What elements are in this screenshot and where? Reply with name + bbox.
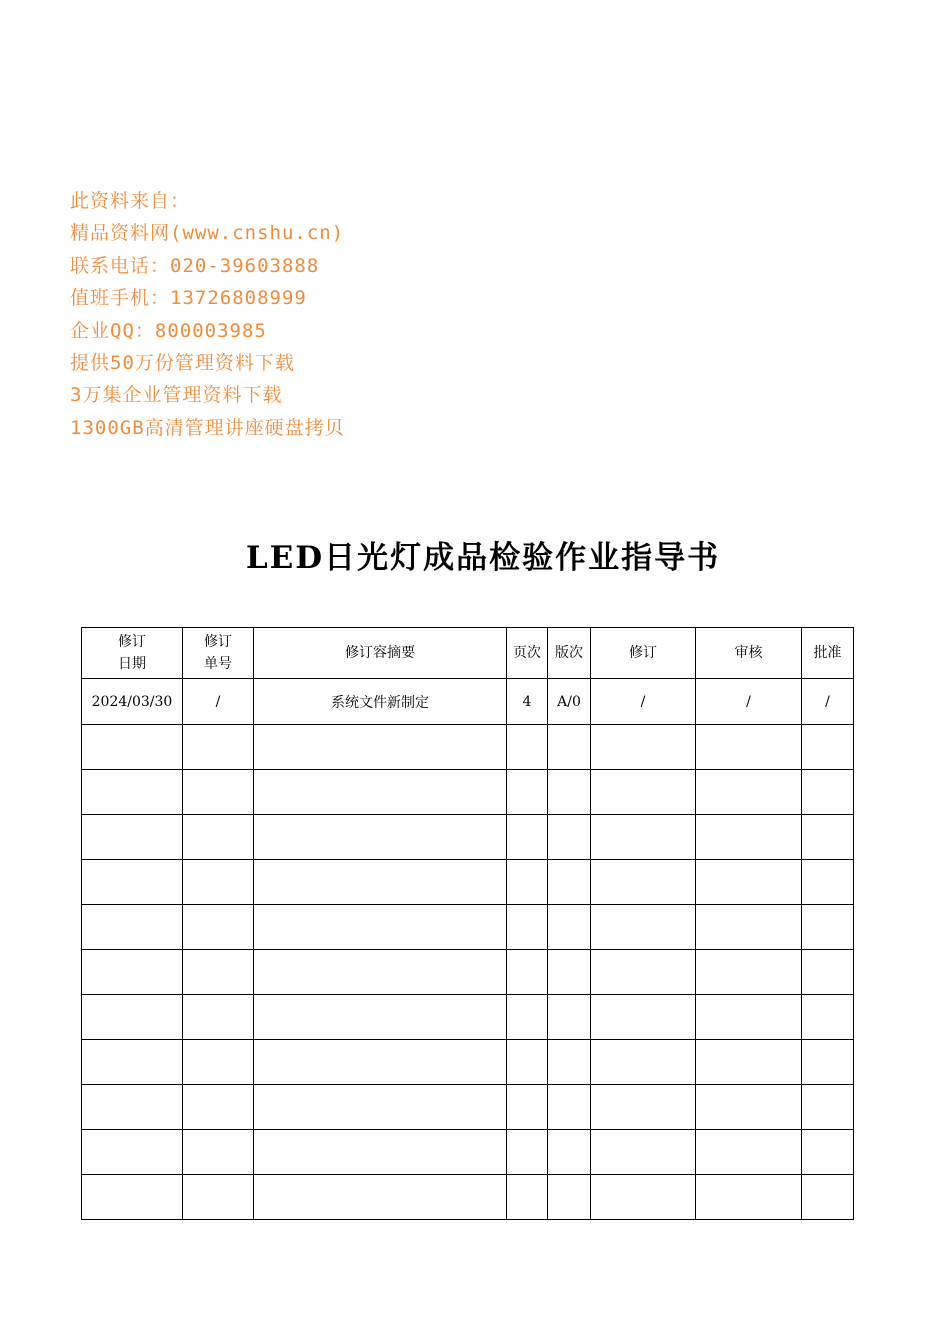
table-cell-review xyxy=(696,1040,802,1085)
table-cell-page xyxy=(507,815,548,860)
column-header-page xyxy=(507,628,548,679)
table-cell-approve xyxy=(802,950,854,995)
table-cell-version: A/0 xyxy=(548,679,591,725)
table-cell-date xyxy=(82,950,183,995)
column-header-date xyxy=(82,628,183,679)
table-cell-order xyxy=(183,1130,254,1175)
table-cell-version xyxy=(548,995,591,1040)
table-cell-order xyxy=(183,860,254,905)
column-header-label: 修订 xyxy=(629,645,657,661)
table-cell-review xyxy=(696,905,802,950)
table-cell-approve xyxy=(802,770,854,815)
table-cell-summary xyxy=(254,1040,507,1085)
promo-line: 3万集企业管理资料下载 xyxy=(70,384,283,407)
table-cell-revise xyxy=(591,905,696,950)
table-row xyxy=(82,950,854,995)
table-row xyxy=(82,1175,854,1220)
promo-line: 提供50万份管理资料下载 xyxy=(70,351,295,374)
table-cell-version xyxy=(548,725,591,770)
promo-line: 精品资料网(www.cnshu.cn) xyxy=(70,222,345,245)
table-row xyxy=(82,725,854,770)
table-cell-order xyxy=(183,1175,254,1220)
table-row xyxy=(82,905,854,950)
table-cell-order xyxy=(183,815,254,860)
table-cell-date xyxy=(82,860,183,905)
promo-line: 1300GB高清管理讲座硬盘拷贝 xyxy=(70,416,345,439)
table-cell-page xyxy=(507,995,548,1040)
table-row xyxy=(82,815,854,860)
promo-line: 值班手机：13726808999 xyxy=(70,287,307,310)
table-cell-version xyxy=(548,860,591,905)
table-cell-review xyxy=(696,950,802,995)
column-header-label: 批准 xyxy=(813,645,842,661)
table-cell-approve xyxy=(802,815,854,860)
table-cell-page xyxy=(507,860,548,905)
table-cell-summary xyxy=(254,860,507,905)
table-cell-summary xyxy=(254,770,507,815)
table-cell-review xyxy=(696,1130,802,1175)
table-cell-page xyxy=(507,1175,548,1220)
table-cell-date xyxy=(82,905,183,950)
promo-line: 企业QQ：800003985 xyxy=(70,319,267,342)
table-cell-revise xyxy=(591,725,696,770)
table-cell-revise xyxy=(591,1130,696,1175)
table-cell-revise: / xyxy=(591,679,696,725)
table-cell-review xyxy=(696,725,802,770)
table-cell-summary xyxy=(254,1130,507,1175)
table-row xyxy=(82,995,854,1040)
table-cell-version xyxy=(548,1175,591,1220)
table-cell-page: 4 xyxy=(507,679,548,725)
column-header-label: 页次 xyxy=(513,645,541,661)
table-cell-approve xyxy=(802,860,854,905)
table-cell-order xyxy=(183,950,254,995)
table-cell-approve xyxy=(802,1040,854,1085)
column-header-label: 审核 xyxy=(734,645,763,661)
column-header-label: 版次 xyxy=(555,645,583,661)
table-cell-review xyxy=(696,860,802,905)
table-cell-order xyxy=(183,905,254,950)
table-cell-approve: / xyxy=(802,679,854,725)
table-header-row xyxy=(82,628,854,679)
table-cell-version xyxy=(548,815,591,860)
table-cell-review xyxy=(696,995,802,1040)
column-header-label: 日期 xyxy=(118,656,146,672)
table-cell-page xyxy=(507,905,548,950)
table-row xyxy=(82,770,854,815)
table-cell-review xyxy=(696,1175,802,1220)
table-cell-approve xyxy=(802,1130,854,1175)
table-cell-date xyxy=(82,815,183,860)
table-cell-summary xyxy=(254,950,507,995)
promo-block xyxy=(70,185,345,444)
table-cell-revise xyxy=(591,950,696,995)
table-row xyxy=(82,1085,854,1130)
table-cell-revise xyxy=(591,1175,696,1220)
table-cell-date xyxy=(82,725,183,770)
table-cell-version xyxy=(548,1130,591,1175)
column-header-label: 修订 xyxy=(204,634,232,650)
table-cell-summary xyxy=(254,725,507,770)
table-cell-version xyxy=(548,950,591,995)
table-cell-date xyxy=(82,1130,183,1175)
column-header-label: 修订 xyxy=(118,634,146,650)
column-header-label: 修订容摘要 xyxy=(345,645,415,661)
table-body xyxy=(82,679,854,1220)
table-cell-date: 2024/03/30 xyxy=(82,679,183,725)
table-cell-date xyxy=(82,770,183,815)
revision-table xyxy=(81,627,854,1220)
column-header-version xyxy=(548,628,591,679)
table-row xyxy=(82,1130,854,1175)
table-cell-date xyxy=(82,1175,183,1220)
table-cell-order xyxy=(183,995,254,1040)
table-cell-summary xyxy=(254,1085,507,1130)
table-cell-revise xyxy=(591,1085,696,1130)
table-cell-order xyxy=(183,725,254,770)
table-cell-page xyxy=(507,725,548,770)
column-header-approve xyxy=(802,628,854,679)
table-cell-approve xyxy=(802,905,854,950)
table-cell-page xyxy=(507,770,548,815)
table-cell-review xyxy=(696,1085,802,1130)
table-cell-review: / xyxy=(696,679,802,725)
column-header-summary xyxy=(254,628,507,679)
table-cell-version xyxy=(548,770,591,815)
table-cell-page xyxy=(507,950,548,995)
table-cell-version xyxy=(548,905,591,950)
table-cell-approve xyxy=(802,1175,854,1220)
table-cell-date xyxy=(82,995,183,1040)
table-cell-summary xyxy=(254,995,507,1040)
table-cell-approve xyxy=(802,1085,854,1130)
table-cell-page xyxy=(507,1040,548,1085)
table-cell-approve xyxy=(802,995,854,1040)
table-cell-date xyxy=(82,1085,183,1130)
promo-line: 此资料来自： xyxy=(70,190,191,212)
table-cell-summary xyxy=(254,1175,507,1220)
table-cell-approve xyxy=(802,725,854,770)
promo-line: 联系电话：020-39603888 xyxy=(70,254,320,277)
table-row xyxy=(82,679,854,725)
column-header-label: 单号 xyxy=(204,656,232,672)
column-header-revise xyxy=(591,628,696,679)
table-row xyxy=(82,860,854,905)
table-cell-order xyxy=(183,770,254,815)
table-cell-revise xyxy=(591,770,696,815)
table-cell-revise xyxy=(591,995,696,1040)
table-cell-summary: 系统文件新制定 xyxy=(254,679,507,725)
document-title: LED日光灯成品检验作业指导书 xyxy=(245,540,721,576)
table-cell-date xyxy=(82,1040,183,1085)
table-row xyxy=(82,1040,854,1085)
table-cell-revise xyxy=(591,860,696,905)
table-cell-order: / xyxy=(183,679,254,725)
table-cell-order xyxy=(183,1040,254,1085)
table-cell-version xyxy=(548,1040,591,1085)
table-cell-page xyxy=(507,1130,548,1175)
table-cell-summary xyxy=(254,905,507,950)
column-header-order xyxy=(183,628,254,679)
table-cell-order xyxy=(183,1085,254,1130)
table-cell-page xyxy=(507,1085,548,1130)
column-header-review xyxy=(696,628,802,679)
table-cell-summary xyxy=(254,815,507,860)
table-cell-review xyxy=(696,815,802,860)
table-cell-revise xyxy=(591,1040,696,1085)
table-cell-revise xyxy=(591,815,696,860)
table-cell-version xyxy=(548,1085,591,1130)
table-cell-review xyxy=(696,770,802,815)
